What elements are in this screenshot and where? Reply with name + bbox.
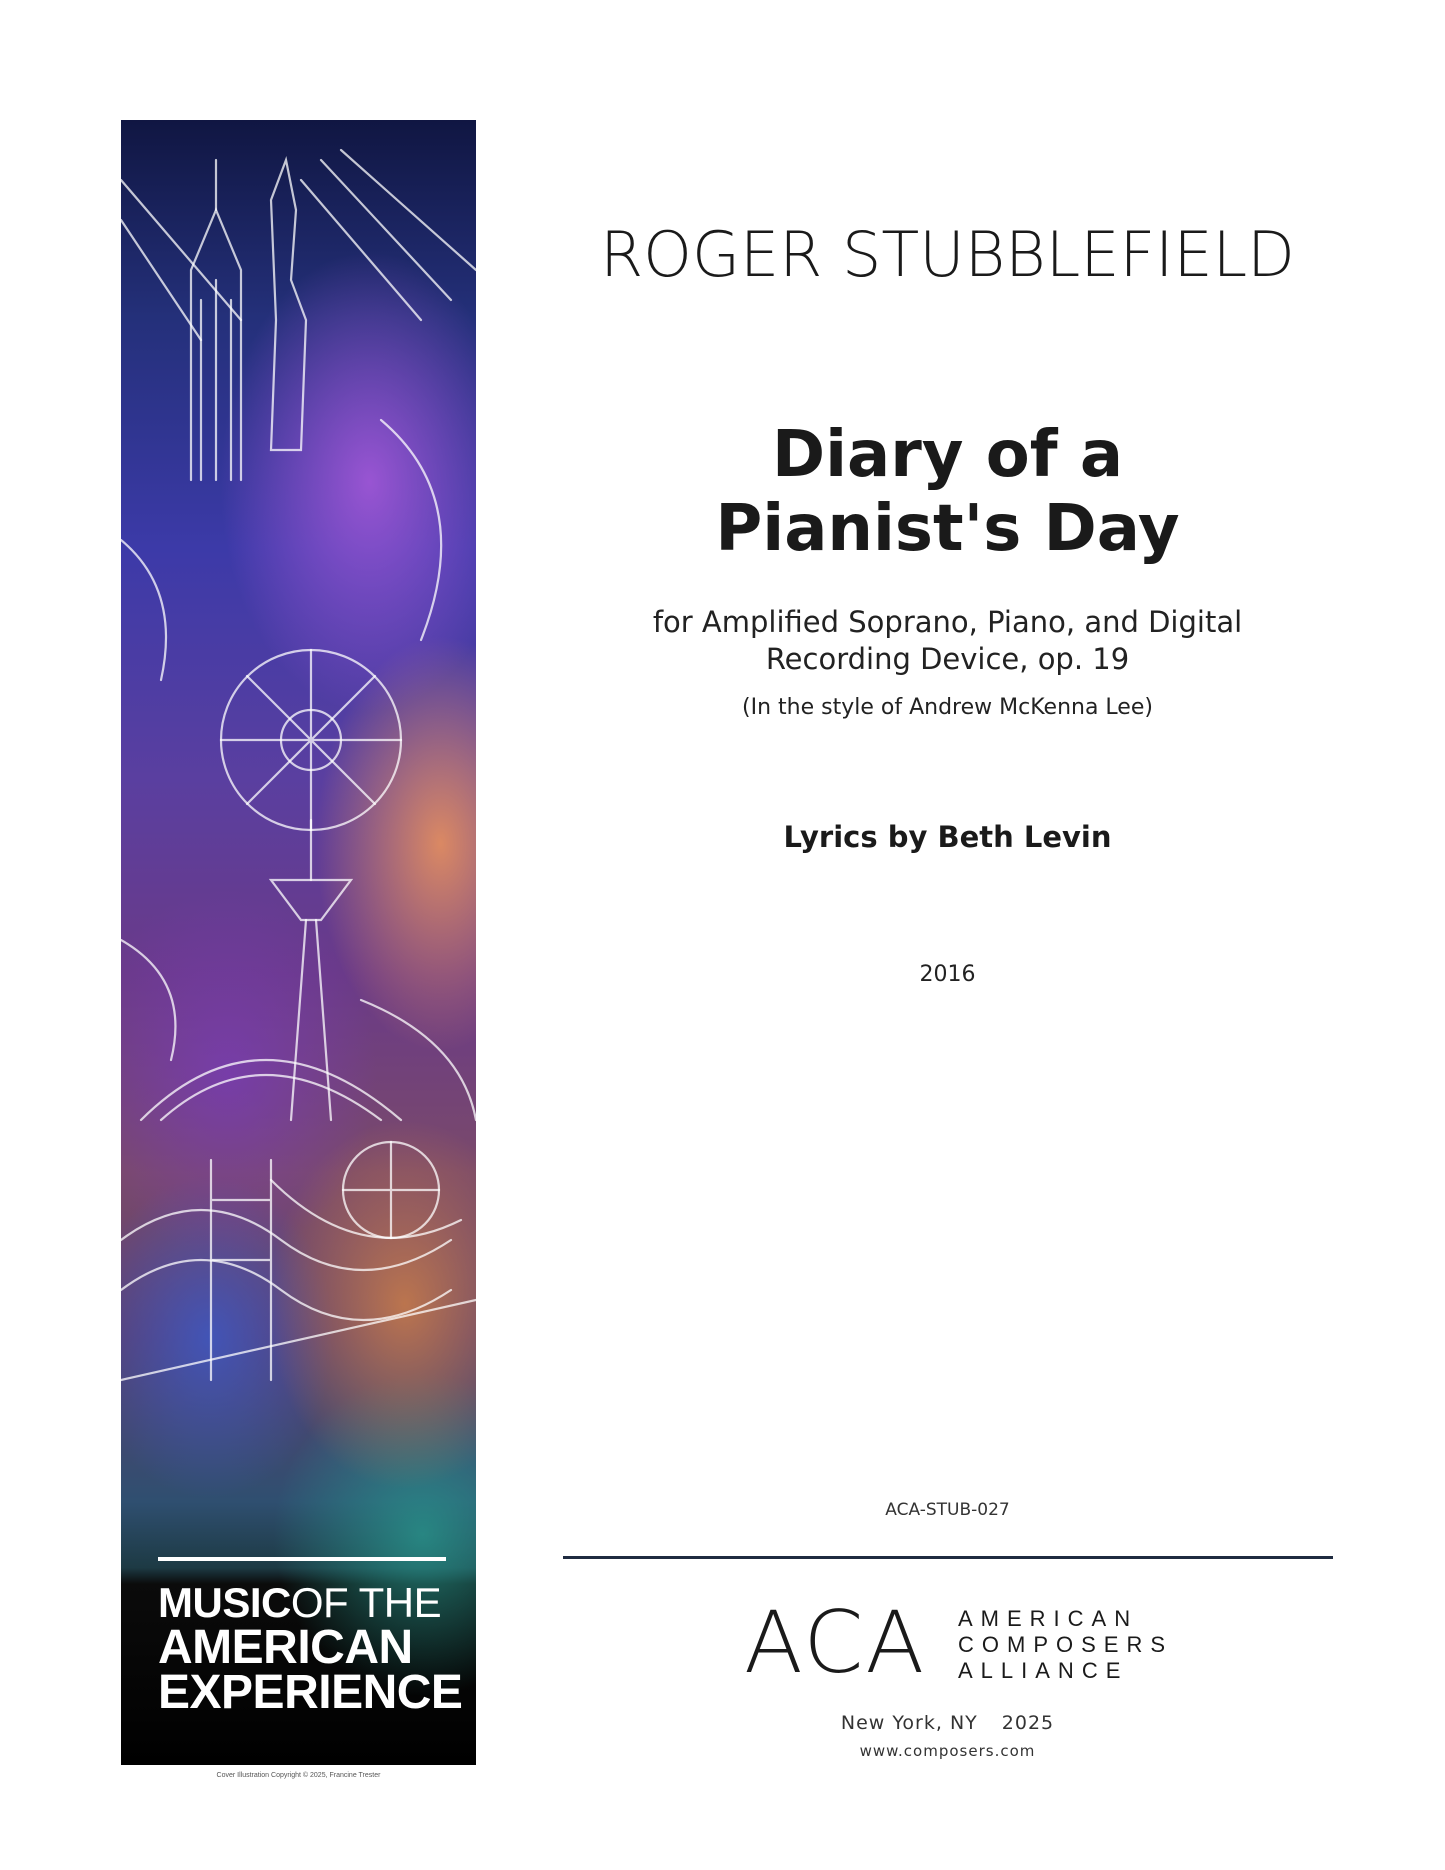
publisher-divider	[563, 1556, 1333, 1559]
publisher-website-link[interactable]: www.composers.com	[859, 1742, 1036, 1760]
series-title-line3: EXPERIENCE	[158, 1666, 463, 1719]
publication-year: 2025	[1001, 1712, 1055, 1734]
lyricist-credit: Lyrics by Beth Levin	[783, 820, 1112, 854]
publisher-name	[958, 1606, 1173, 1684]
instrumentation-line2: Recording Device, op. 19	[765, 642, 1130, 676]
series-title-light-words: OF THE	[290, 1579, 442, 1626]
cover-illustration-strip	[121, 120, 476, 1765]
series-title-bold-word: MUSIC	[158, 1579, 291, 1626]
catalog-number: ACA-STUB-027	[885, 1500, 1010, 1520]
instrumentation	[560, 604, 1335, 678]
cityscape-sketch-illustration	[121, 120, 476, 1420]
publisher-name-line1: AMERICAN	[958, 1606, 1139, 1631]
composer-name: ROGER STUBBLEFIELD	[600, 218, 1295, 291]
series-title	[158, 1579, 463, 1719]
series-title-line1	[158, 1580, 458, 1625]
work-title	[560, 418, 1335, 566]
work-title-line1: Diary of a	[771, 418, 1124, 492]
style-note: (In the style of Andrew McKenna Lee)	[742, 695, 1153, 720]
publisher-name-line3: ALLIANCE	[958, 1658, 1129, 1683]
series-title-line2: AMERICAN	[158, 1621, 413, 1674]
instrumentation-line1: for Amplified Soprano, Piano, and Digital	[652, 605, 1243, 639]
work-title-line2: Pianist's Day	[715, 492, 1180, 566]
publisher-location	[560, 1712, 1335, 1734]
series-title-rule	[158, 1557, 446, 1561]
publisher-city: New York, NY	[840, 1712, 978, 1734]
cover-illustration-credit: Cover Illustration Copyright © 2025, Francine Trester	[216, 1772, 381, 1779]
aca-logo: ACA	[744, 1593, 927, 1693]
composition-year: 2016	[919, 962, 976, 987]
publisher-name-line2: COMPOSERS	[958, 1632, 1174, 1657]
